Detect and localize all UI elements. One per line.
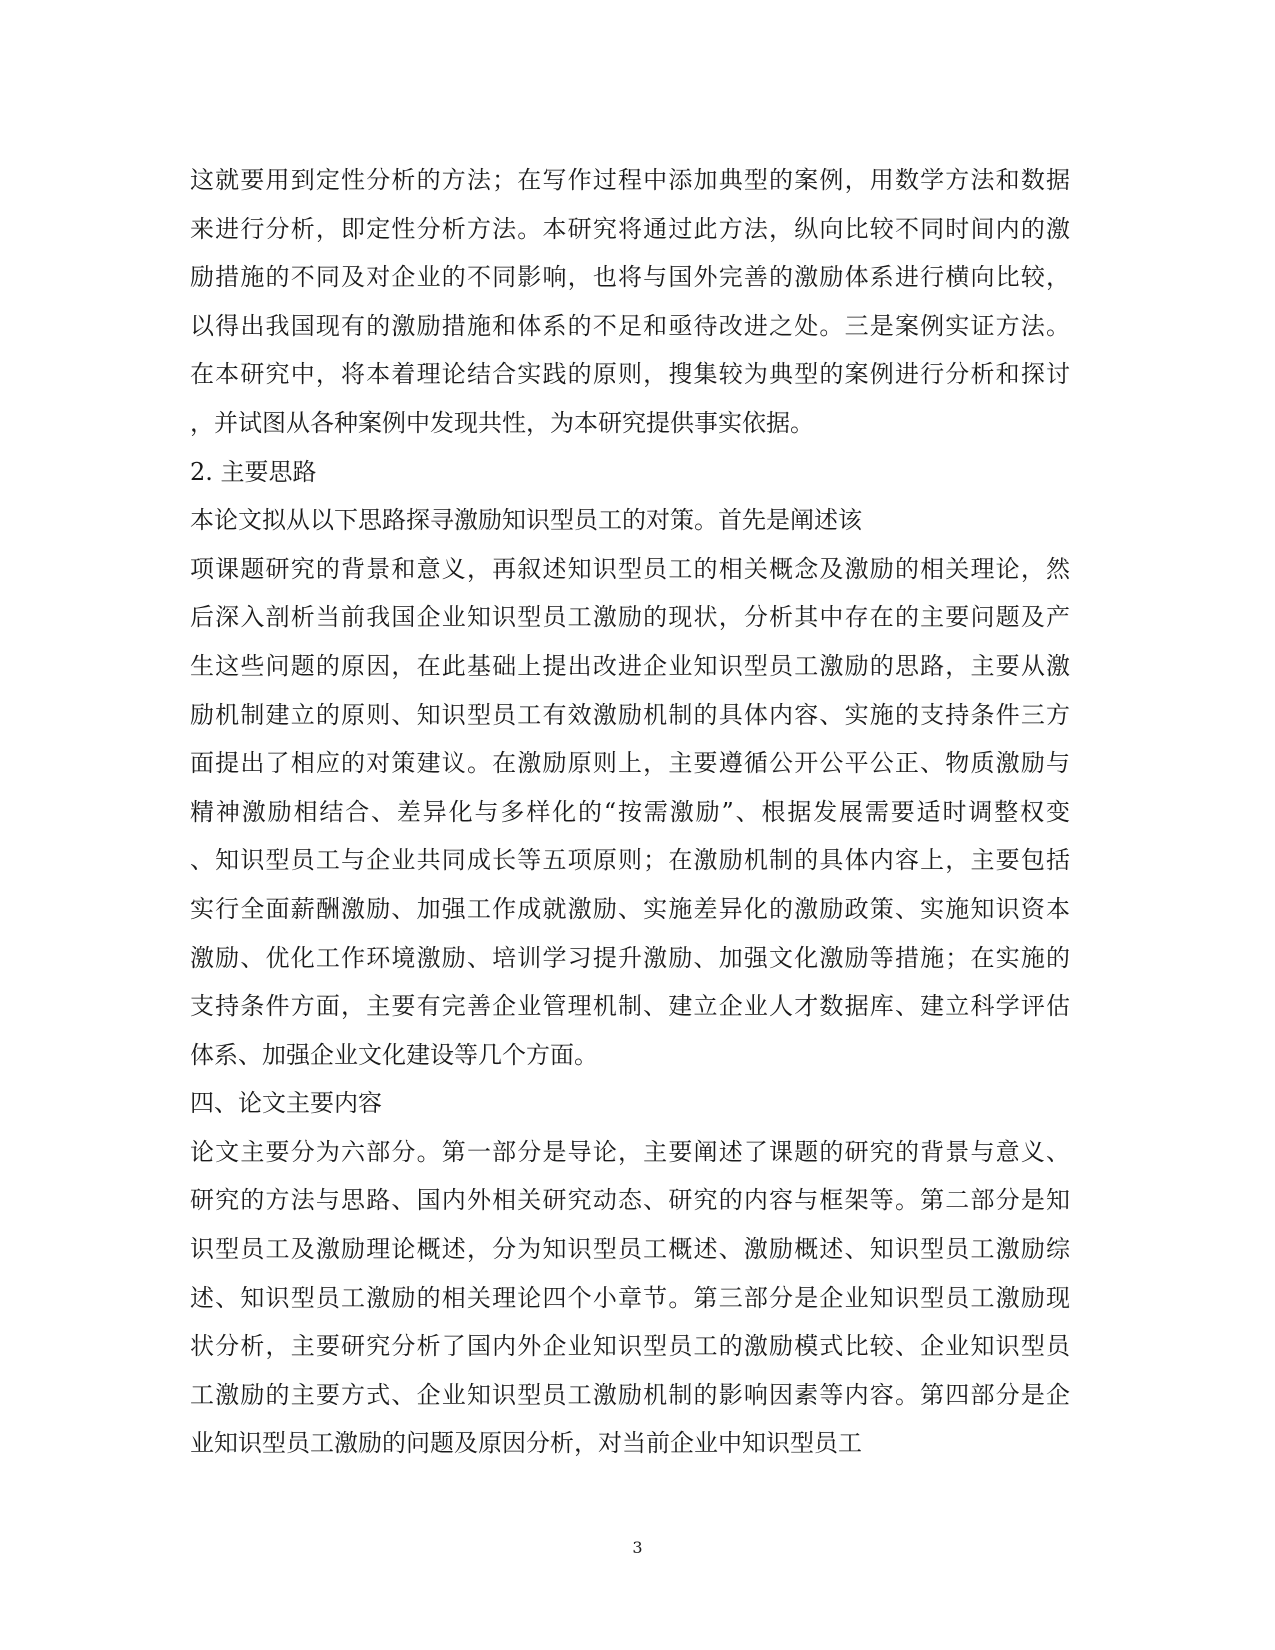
text-line: 以得出我国现有的激励措施和体系的不足和亟待改进之处。三是案例实证方法。 bbox=[190, 311, 1070, 340]
text-line: 生这些问题的原因，在此基础上提出改进企业知识型员工激励的思路，主要从激 bbox=[190, 651, 1070, 680]
text-line: 精神激励相结合、差异化与多样化的“按需激励”、根据发展需要适时调整权变 bbox=[190, 797, 1070, 826]
text-line: 本论文拟从以下思路探寻激励知识型员工的对策。首先是阐述该 bbox=[190, 506, 862, 535]
text-line: 论文主要分为六部分。第一部分是导论，主要阐述了课题的研究的背景与意义、 bbox=[190, 1137, 1070, 1166]
text-line: 实行全面薪酬激励、加强工作成就激励、实施差异化的激励政策、实施知识资本 bbox=[190, 894, 1070, 923]
text-line: 体系、加强企业文化建设等几个方面。 bbox=[190, 1040, 598, 1069]
text-line: 业知识型员工激励的问题及原因分析，对当前企业中知识型员工 bbox=[190, 1429, 862, 1458]
text-line: 状分析，主要研究分析了国内外企业知识型员工的激励模式比较、企业知识型员 bbox=[190, 1332, 1070, 1361]
section-heading: 四、论文主要内容 bbox=[190, 1089, 382, 1118]
page-body bbox=[190, 156, 1070, 1468]
text-line: 支持条件方面，主要有完善企业管理机制、建立企业人才数据库、建立科学评估 bbox=[190, 992, 1070, 1021]
text-line: 研究的方法与思路、国内外相关研究动态、研究的内容与框架等。第二部分是知 bbox=[190, 1186, 1070, 1215]
text-line: 工激励的主要方式、企业知识型员工激励机制的影响因素等内容。第四部分是企 bbox=[190, 1380, 1070, 1409]
text-line: 这就要用到定性分析的方法；在写作过程中添加典型的案例，用数学方法和数据 bbox=[190, 166, 1070, 194]
text-line: ，并试图从各种案例中发现共性，为本研究提供事实依据。 bbox=[190, 408, 814, 437]
text-line: 激励、优化工作环境激励、培训学习提升激励、加强文化激励等措施；在实施的 bbox=[190, 943, 1070, 972]
text-line: 述、知识型员工激励的相关理论四个小章节。第三部分是企业知识型员工激励现 bbox=[190, 1283, 1070, 1312]
text-line: 来进行分析，即定性分析方法。本研究将通过此方法，纵向比较不同时间内的激 bbox=[190, 214, 1070, 243]
text-line: 识型员工及激励理论概述，分为知识型员工概述、激励概述、知识型员工激励综 bbox=[190, 1235, 1070, 1264]
section-heading: 2. 主要思路 bbox=[190, 457, 317, 486]
text-line: 励措施的不同及对企业的不同影响，也将与国外完善的激励体系进行横向比较， bbox=[190, 263, 1070, 292]
text-line: 后深入剖析当前我国企业知识型员工激励的现状，分析其中存在的主要问题及产 bbox=[190, 603, 1070, 632]
page-number: 3 bbox=[632, 1538, 643, 1557]
text-line: 面提出了相应的对策建议。在激励原则上，主要遵循公开公平公正、物质激励与 bbox=[190, 749, 1070, 778]
text-line: 励机制建立的原则、知识型员工有效激励机制的具体内容、实施的支持条件三方 bbox=[190, 700, 1070, 729]
text-line: 、知识型员工与企业共同成长等五项原则；在激励机制的具体内容上，主要包括 bbox=[190, 846, 1070, 875]
text-line: 项课题研究的背景和意义，再叙述知识型员工的相关概念及激励的相关理论，然 bbox=[190, 554, 1070, 583]
text-line: 在本研究中，将本着理论结合实践的原则，搜集较为典型的案例进行分析和探讨 bbox=[190, 360, 1070, 389]
